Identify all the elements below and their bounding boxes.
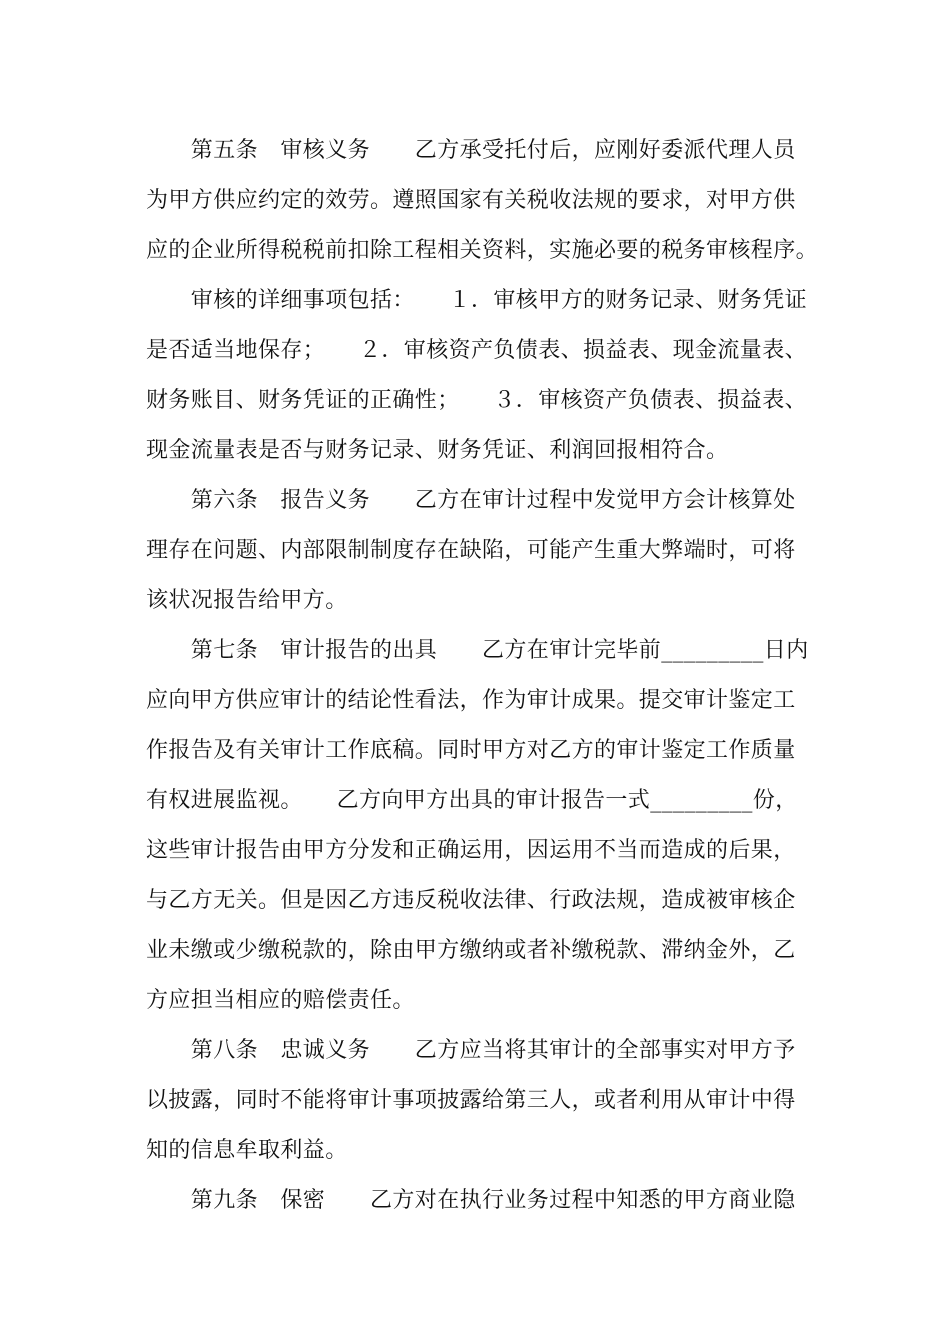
text-line: 有权进展监视。 乙方向甲方出具的审计报告一式_________份， xyxy=(146,788,798,813)
text-line: 为甲方供应约定的效劳。遵照国家有关税收法规的要求，对甲方供 xyxy=(146,188,796,213)
text-line: 第七条 审计报告的出具 乙方在审计完毕前_________日内 xyxy=(146,638,809,663)
text-line: 知的信息牟取利益。 xyxy=(146,1138,348,1163)
text-line: 该状况报告给甲方。 xyxy=(146,588,348,613)
text-line: 现金流量表是否与财务记录、财务凭证、利润回报相符合。 xyxy=(146,438,729,463)
text-line: 财务账目、财务凭证的正确性； ３．审核资产负债表、损益表、 xyxy=(146,388,808,413)
text-line: 业未缴或少缴税款的，除由甲方缴纳或者补缴税款、滞纳金外，乙 xyxy=(146,938,796,963)
text-line: 审核的详细事项包括： １．审核甲方的财务记录、财务凭证 xyxy=(146,288,808,313)
text-line: 应的企业所得税税前扣除工程相关资料，实施必要的税务审核程序。 xyxy=(146,238,819,263)
text-line: 应向甲方供应审计的结论性看法，作为审计成果。提交审计鉴定工 xyxy=(146,688,796,713)
text-line: 方应担当相应的赔偿责任。 xyxy=(146,988,415,1013)
text-line: 与乙方无关。但是因乙方违反税收法律、行政法规，造成被审核企 xyxy=(146,888,796,913)
text-line: 是否适当地保存； ２．审核资产负债表、损益表、现金流量表、 xyxy=(146,338,808,363)
text-line: 理存在问题、内部限制制度存在缺陷，可能产生重大弊端时，可将 xyxy=(146,538,796,563)
text-line: 这些审计报告由甲方分发和正确运用，因运用不当而造成的后果， xyxy=(146,838,796,863)
text-line: 第八条 忠诚义务 乙方应当将其审计的全部事实对甲方予 xyxy=(146,1038,796,1063)
text-line: 第六条 报告义务 乙方在审计过程中发觉甲方会计核算处 xyxy=(146,488,796,513)
text-line: 第五条 审核义务 乙方承受托付后，应刚好委派代理人员 xyxy=(146,138,796,163)
text-line: 第九条 保密 乙方对在执行业务过程中知悉的甲方商业隐 xyxy=(146,1188,796,1213)
text-line: 作报告及有关审计工作底稿。同时甲方对乙方的审计鉴定工作质量 xyxy=(146,738,796,763)
text-line: 以披露，同时不能将审计事项披露给第三人，或者利用从审计中得 xyxy=(146,1088,796,1113)
